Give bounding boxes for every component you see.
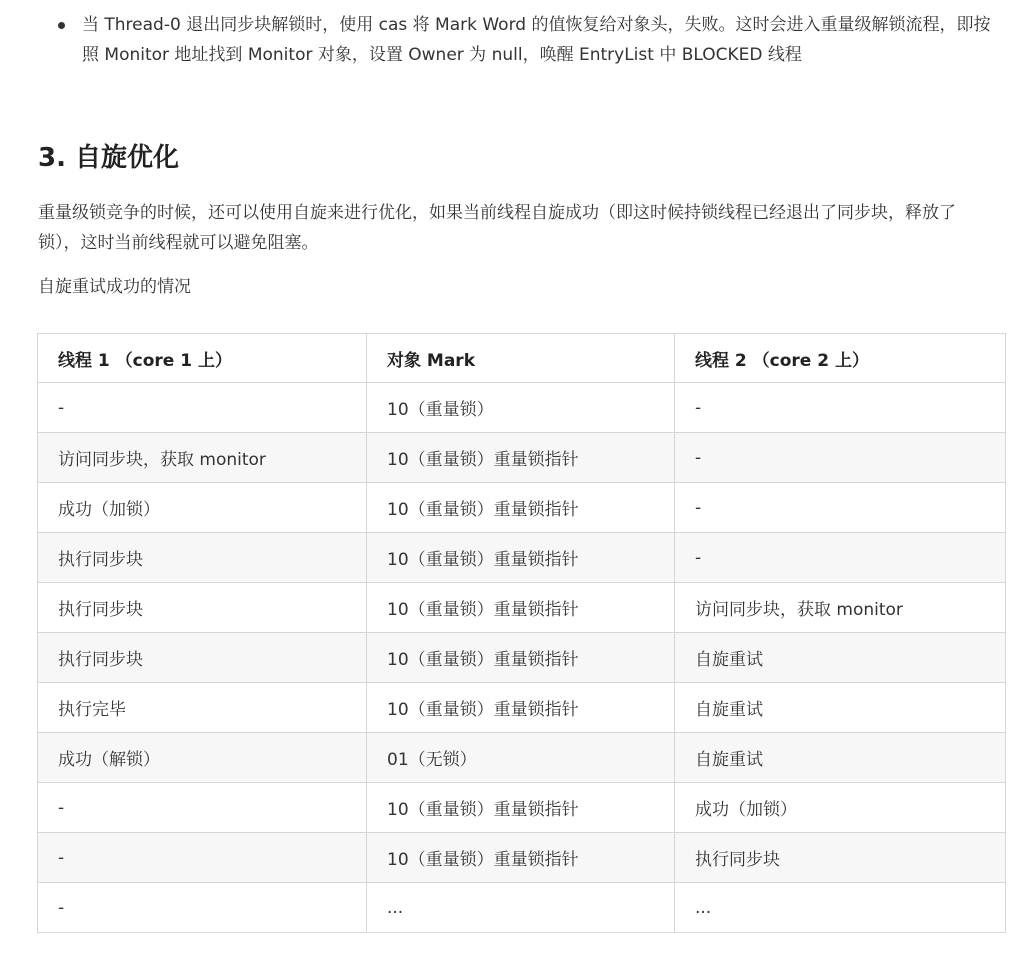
bullet-dot-icon [58,22,65,29]
table-row [38,483,1006,533]
table-header-row [38,334,1006,383]
cell-object-mark: 10（重量锁）重量锁指针 [367,783,675,833]
header-thread2: 线程 2 （core 2 上） [675,334,1006,383]
table-row [38,683,1006,733]
cell-object-mark: 10（重量锁）重量锁指针 [367,583,675,633]
cell-object-mark: 10（重量锁） [367,383,675,433]
table-row [38,833,1006,883]
bullet-list [56,10,1006,70]
header-thread1: 线程 1 （core 1 上） [38,334,367,383]
bullet-text: 当 Thread-0 退出同步块解锁时，使用 cas 将 Mark Word 的值恢复给对象头，失败。这时会进入重量级解锁流程，即按照 Monitor 地址找到 Monitor 对象，设置 Owner 为 null，唤醒 EntryList 中 BLOCKED 线程 [82,15,991,65]
spin-table-container [37,333,1005,933]
cell-thread1: - [38,883,367,933]
cell-object-mark: ... [367,883,675,933]
header-object-mark: 对象 Mark [367,334,675,383]
intro-paragraph: 重量级锁竞争的时候，还可以使用自旋来进行优化，如果当前线程自旋成功（即这时候持锁线程已经退出了同步块，释放了锁），这时当前线程就可以避免阻塞。 [38,203,956,253]
table-row [38,633,1006,683]
cell-thread1: - [38,783,367,833]
cell-thread2: - [675,533,1006,583]
cell-thread1: 成功（解锁） [38,733,367,783]
cell-object-mark: 10（重量锁）重量锁指针 [367,483,675,533]
cell-thread1: 执行同步块 [38,583,367,633]
cell-thread2: 自旋重试 [675,683,1006,733]
section-title: 3. 自旋优化 [38,143,180,173]
table-row [38,533,1006,583]
table-row [38,783,1006,833]
cell-thread2: 成功（加锁） [675,783,1006,833]
cell-thread1: 访问同步块，获取 monitor [38,433,367,483]
bullet-item [56,10,1006,70]
cell-thread2: ... [675,883,1006,933]
cell-thread2: 自旋重试 [675,633,1006,683]
cell-object-mark: 10（重量锁）重量锁指针 [367,633,675,683]
spin-retry-table [37,333,1006,933]
table-row [38,883,1006,933]
table-row [38,733,1006,783]
table-row [38,583,1006,633]
cell-thread2: 执行同步块 [675,833,1006,883]
cell-thread1: 执行完毕 [38,683,367,733]
cell-thread1: 成功（加锁） [38,483,367,533]
cell-thread2: - [675,483,1006,533]
cell-thread1: 执行同步块 [38,533,367,583]
cell-object-mark: 01（无锁） [367,733,675,783]
cell-thread1: - [38,833,367,883]
cell-thread2: 访问同步块，获取 monitor [675,583,1006,633]
table-row [38,383,1006,433]
cell-object-mark: 10（重量锁）重量锁指针 [367,683,675,733]
cell-thread2: - [675,383,1006,433]
cell-thread2: 自旋重试 [675,733,1006,783]
cell-object-mark: 10（重量锁）重量锁指针 [367,433,675,483]
table-caption: 自旋重试成功的情况 [38,277,191,297]
cell-thread1: 执行同步块 [38,633,367,683]
cell-thread2: - [675,433,1006,483]
cell-thread1: - [38,383,367,433]
cell-object-mark: 10（重量锁）重量锁指针 [367,833,675,883]
cell-object-mark: 10（重量锁）重量锁指针 [367,533,675,583]
table-row [38,433,1006,483]
